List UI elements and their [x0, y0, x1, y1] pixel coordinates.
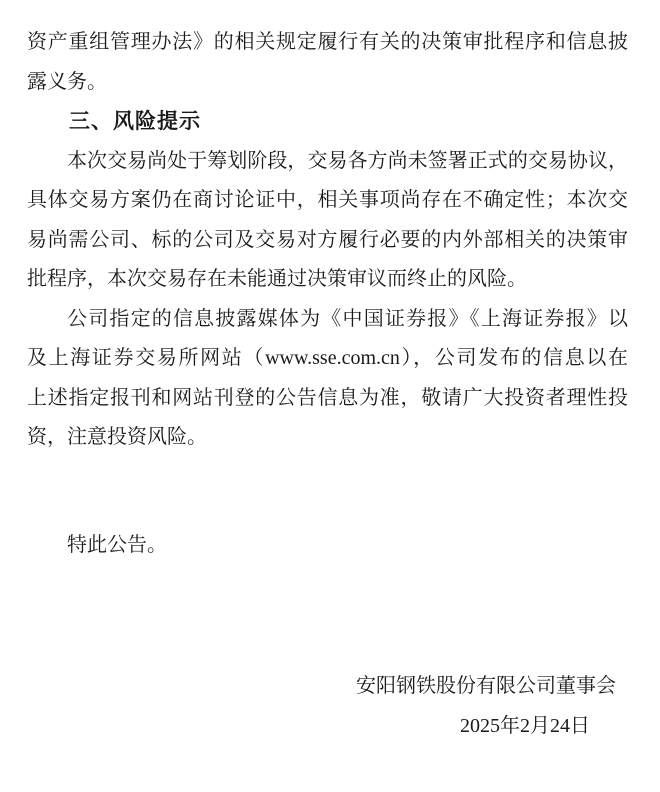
- section-heading: 三、风险提示: [69, 110, 201, 133]
- body-text-line: 资，注意投资风险。: [27, 426, 207, 448]
- body-text-line: 及上海证券交易所网站（www.sse.com.cn），公司发布的信息以在: [27, 347, 628, 369]
- body-text-line: 批程序，本次交易存在未能通过决策审议而终止的风险。: [27, 268, 527, 290]
- body-text-line: 公司指定的信息披露媒体为《中国证券报》《上海证券报》以: [67, 307, 628, 330]
- body-text-line: 易尚需公司、标的公司及交易对方履行必要的内外部相关的决策审: [27, 228, 628, 251]
- body-text-line: 露义务。: [27, 70, 107, 93]
- signature-company: 安阳钢铁股份有限公司董事会: [356, 675, 616, 697]
- signature-date: 2025年2月24日: [460, 714, 590, 737]
- body-text-line: 上述指定报刊和网站刊登的公告信息为准，敬请广大投资者理性投: [27, 386, 628, 409]
- closing-line: 特此公告。: [67, 533, 167, 556]
- body-text-line: 具体交易方案仍在商讨论证中，相关事项尚存在不确定性；本次交: [27, 189, 628, 211]
- body-text-line: 资产重组管理办法》的相关规定履行有关的决策审批程序和信息披: [27, 31, 628, 53]
- body-text-line: 本次交易尚处于筹划阶段，交易各方尚未签署正式的交易协议，: [67, 149, 628, 172]
- document-body: [27, 23, 628, 746]
